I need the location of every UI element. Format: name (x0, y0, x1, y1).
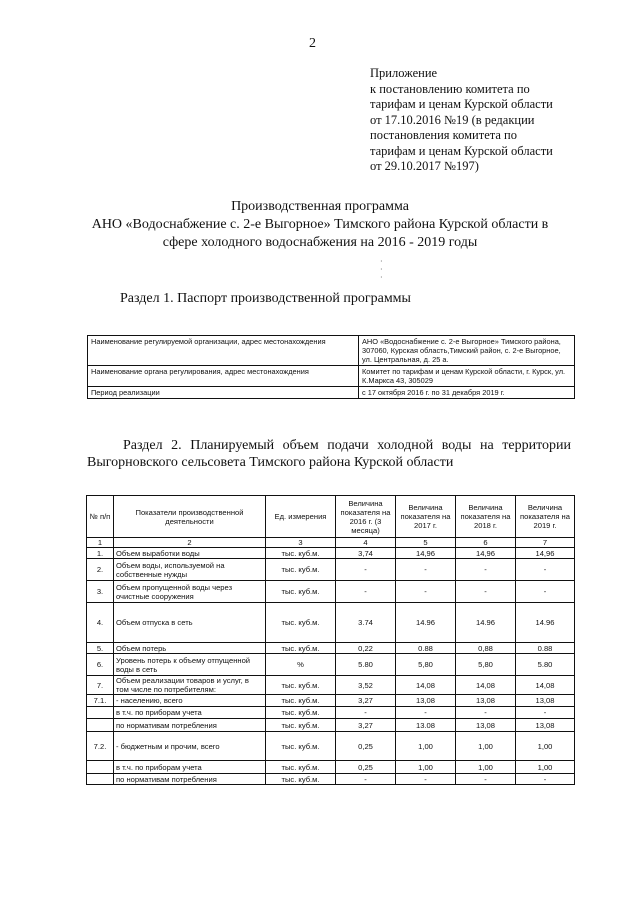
row-value: 5.80 (336, 654, 396, 676)
row-value: - (516, 559, 575, 581)
col-number: 1 (87, 538, 114, 548)
appendix-line: тарифам и ценам Курской области (370, 97, 553, 111)
row-value: - (456, 581, 516, 603)
row-number: 4. (87, 603, 114, 643)
row-value: 13,08 (516, 695, 575, 707)
passport-value: АНО «Водоснабжение с. 2-е Выгорное» Тимского района, 307060, Курская область,Тимский район, с. 2-е Выгорное, ул. Центральная, д. 25 а. (359, 336, 575, 366)
row-value: - (396, 774, 456, 785)
row-unit: тыс. куб.м. (266, 719, 336, 732)
table-header-row (87, 496, 575, 538)
row-value: - (516, 581, 575, 603)
passport-table (87, 335, 575, 399)
appendix-line: от 29.10.2017 №197) (370, 159, 479, 173)
row-value: 13.08 (396, 719, 456, 732)
table-row (87, 654, 575, 676)
row-value: - (396, 581, 456, 603)
section1-heading: Раздел 1. Паспорт производственной программы (120, 291, 411, 306)
row-value: - (396, 707, 456, 719)
table-row (87, 676, 575, 695)
row-indicator: по нормативам потребления (114, 774, 266, 785)
row-value: 0,25 (336, 761, 396, 774)
row-value: 1,00 (516, 761, 575, 774)
row-value: 0,22 (336, 643, 396, 654)
col-number: 6 (456, 538, 516, 548)
row-number: 1. (87, 548, 114, 559)
row-value: 3.74 (336, 603, 396, 643)
row-unit: тыс. куб.м. (266, 548, 336, 559)
row-number: 5. (87, 643, 114, 654)
appendix-line: к постановлению комитета по (370, 81, 530, 96)
row-value: - (516, 707, 575, 719)
row-unit: тыс. куб.м. (266, 676, 336, 695)
row-value: 3,27 (336, 719, 396, 732)
row-value: - (336, 774, 396, 785)
appendix-line: тарифам и ценам Курской области (370, 143, 553, 158)
row-unit: тыс. куб.м. (266, 774, 336, 785)
row-value: 3,52 (336, 676, 396, 695)
row-indicator: Уровень потерь к объему отпущенной воды в сеть (114, 654, 266, 676)
passport-value: с 17 октября 2016 г. по 31 декабря 2019 г. (359, 387, 575, 399)
table-row (87, 719, 575, 732)
row-indicator: по нормативам потребления (114, 719, 266, 732)
col-number: 2 (114, 538, 266, 548)
row-value: - (456, 559, 516, 581)
row-indicator: в т.ч. по приборам учета (114, 761, 266, 774)
col-header: Величина показателя на 2019 г. (516, 496, 575, 538)
row-indicator: Объем воды, используемой на собственные нужды (114, 559, 266, 581)
passport-label: Период реализации (88, 387, 359, 399)
row-value: 0.88 (516, 643, 575, 654)
passport-label: Наименование регулируемой организации, адрес местонахождения (88, 336, 359, 366)
row-value: 5,80 (396, 654, 456, 676)
appendix-line: от 17.10.2016 №19 (в редакции (370, 112, 535, 127)
row-value: 14,96 (396, 548, 456, 559)
row-value: 5,80 (456, 654, 516, 676)
title-line: Производственная программа (231, 199, 409, 214)
title-line: АНО «Водоснабжение с. 2-е Выгорное» Тимского района Курской области в (91, 217, 549, 232)
row-value: - (396, 559, 456, 581)
row-number: 3. (87, 581, 114, 603)
row-indicator: - бюджетным и прочим, всего (114, 732, 266, 761)
row-unit: тыс. куб.м. (266, 732, 336, 761)
row-value: 1,00 (396, 732, 456, 761)
row-value: 0,88 (456, 643, 516, 654)
col-number: 5 (396, 538, 456, 548)
row-value: 14,96 (456, 548, 516, 559)
row-indicator: Объем реализации товаров и услуг, в том числе по потребителям: (114, 676, 266, 695)
row-unit: тыс. куб.м. (266, 695, 336, 707)
row-value: 14,08 (516, 676, 575, 695)
row-unit: тыс. куб.м. (266, 643, 336, 654)
row-value: 1,00 (456, 761, 516, 774)
row-value: - (336, 559, 396, 581)
row-unit: тыс. куб.м. (266, 559, 336, 581)
table-row (87, 559, 575, 581)
row-number: 7.1. (87, 695, 114, 707)
table-row (88, 366, 575, 387)
appendix-block (370, 66, 568, 175)
passport-value: Комитет по тарифам и ценам Курской области, г. Курск, ул. К.Маркса 43, 305029 (359, 366, 575, 387)
row-indicator: в т.ч. по приборам учета (114, 707, 266, 719)
row-number: 7. (87, 676, 114, 695)
row-value: 14,08 (456, 676, 516, 695)
row-indicator: Объем отпуска в сеть (114, 603, 266, 643)
table-row (87, 548, 575, 559)
row-number: 7.2. (87, 732, 114, 761)
row-indicator: - населению, всего (114, 695, 266, 707)
col-number: 4 (336, 538, 396, 548)
appendix-line: Приложение (370, 66, 438, 80)
document-title (70, 198, 570, 252)
row-value: 0,25 (336, 732, 396, 761)
section2-heading: Раздел 2. Планируемый объем подачи холодной воды на территории Выгорновского сельсовета Тимского района Курской области (87, 438, 571, 470)
row-number: 2. (87, 559, 114, 581)
row-value: 14,96 (516, 548, 575, 559)
table-row (87, 695, 575, 707)
row-value: 0.88 (396, 643, 456, 654)
table-row (87, 774, 575, 785)
col-header: № п/п (87, 496, 114, 538)
row-value: 13,08 (396, 695, 456, 707)
table-row (87, 732, 575, 761)
row-value: - (336, 707, 396, 719)
col-header: Величина показателя на 2017 г. (396, 496, 456, 538)
table-row (88, 387, 575, 399)
col-header: Величина показателя на 2018 г. (456, 496, 516, 538)
table-row (87, 707, 575, 719)
passport-label: Наименование органа регулирования, адрес местонахождения (88, 366, 359, 387)
row-value: 1,00 (396, 761, 456, 774)
table-row (87, 603, 575, 643)
row-number (87, 774, 114, 785)
row-value: 3,74 (336, 548, 396, 559)
table-row (87, 643, 575, 654)
row-number (87, 707, 114, 719)
col-number: 3 (266, 538, 336, 548)
row-value: 14,08 (396, 676, 456, 695)
row-number (87, 719, 114, 732)
row-unit: тыс. куб.м. (266, 581, 336, 603)
row-number: 6. (87, 654, 114, 676)
row-value: 14.96 (456, 603, 516, 643)
col-header: Величина показателя на 2016 г. (3 месяца) (336, 496, 396, 538)
row-unit: тыс. куб.м. (266, 707, 336, 719)
row-indicator: Объем потерь (114, 643, 266, 654)
appendix-line: постановления комитета по (370, 128, 517, 142)
table-row (87, 761, 575, 774)
row-value: - (456, 774, 516, 785)
col-header: Ед. измерения (266, 496, 336, 538)
row-value: 1,00 (516, 732, 575, 761)
row-value: 13,08 (516, 719, 575, 732)
row-value: 1,00 (456, 732, 516, 761)
col-number: 7 (516, 538, 575, 548)
row-unit: % (266, 654, 336, 676)
row-value: - (336, 581, 396, 603)
row-unit: тыс. куб.м. (266, 761, 336, 774)
row-value: - (516, 774, 575, 785)
row-indicator: Объем выработки воды (114, 548, 266, 559)
row-value: 5.80 (516, 654, 575, 676)
table-row (87, 581, 575, 603)
page-number: 2 (309, 36, 316, 51)
title-line: сфере холодного водоснабжения на 2016 - 2019 годы (162, 235, 478, 250)
col-header: Показатели производственной деятельности (114, 496, 266, 538)
scan-artifact-dots: · · · (380, 257, 383, 282)
row-number (87, 761, 114, 774)
table-row (88, 336, 575, 366)
row-value: 13,08 (456, 695, 516, 707)
row-value: 13,08 (456, 719, 516, 732)
row-value: 3,27 (336, 695, 396, 707)
col-number-row (87, 538, 575, 548)
row-value: - (456, 707, 516, 719)
row-value: 14.96 (396, 603, 456, 643)
row-value: 14.96 (516, 603, 575, 643)
row-indicator: Объем пропущенной воды через очистные сооружения (114, 581, 266, 603)
volume-table (86, 495, 575, 785)
row-unit: тыс. куб.м. (266, 603, 336, 643)
